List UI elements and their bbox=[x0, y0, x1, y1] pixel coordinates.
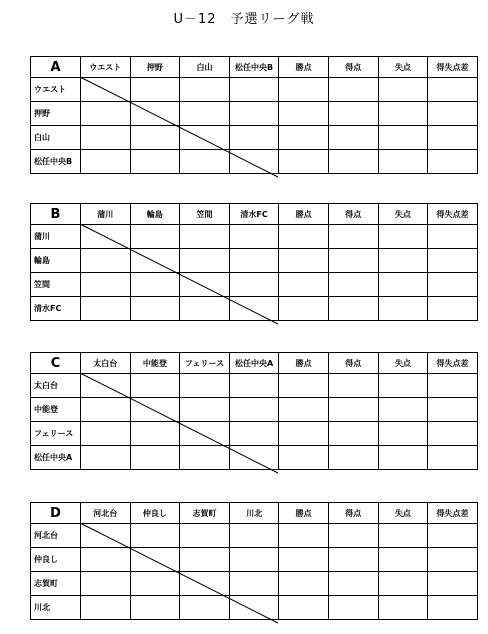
cell bbox=[180, 297, 230, 321]
cell bbox=[180, 596, 230, 620]
cell bbox=[130, 572, 180, 596]
col-team-1: ウエスト bbox=[81, 57, 131, 78]
cell bbox=[130, 446, 180, 470]
cell bbox=[229, 524, 279, 548]
cell bbox=[378, 78, 428, 102]
cell bbox=[428, 225, 478, 249]
cell bbox=[279, 596, 329, 620]
league-table-a bbox=[30, 56, 478, 174]
table-row bbox=[31, 297, 478, 321]
cell bbox=[279, 225, 329, 249]
league-table-b bbox=[30, 203, 478, 321]
cell bbox=[81, 249, 131, 273]
page-title: U－12 予選リーグ戦 bbox=[173, 12, 315, 27]
cell bbox=[180, 78, 230, 102]
table-row bbox=[31, 78, 478, 102]
cell bbox=[180, 422, 230, 446]
row-team-4: 川北 bbox=[31, 596, 81, 620]
cell bbox=[428, 572, 478, 596]
row-team-3: フェリース bbox=[31, 422, 81, 446]
cell bbox=[130, 102, 180, 126]
cell bbox=[81, 548, 131, 572]
cell bbox=[328, 596, 378, 620]
cell bbox=[81, 374, 131, 398]
cell bbox=[229, 422, 279, 446]
col-goal-diff: 得失点差 bbox=[428, 503, 478, 524]
cell bbox=[279, 78, 329, 102]
cell bbox=[378, 225, 428, 249]
cell bbox=[428, 297, 478, 321]
cell bbox=[279, 572, 329, 596]
col-team-2: 中能登 bbox=[130, 353, 180, 374]
col-goals-for: 得点 bbox=[328, 503, 378, 524]
table-row bbox=[31, 150, 478, 174]
cell bbox=[279, 374, 329, 398]
cell bbox=[378, 446, 428, 470]
row-team-2: 押野 bbox=[31, 102, 81, 126]
group-label: A bbox=[31, 57, 81, 78]
col-team-1: 太白台 bbox=[81, 353, 131, 374]
cell bbox=[279, 422, 329, 446]
col-goal-diff: 得失点差 bbox=[428, 57, 478, 78]
cell bbox=[428, 150, 478, 174]
cell bbox=[81, 572, 131, 596]
cell bbox=[428, 273, 478, 297]
cell bbox=[328, 572, 378, 596]
cell bbox=[279, 249, 329, 273]
cell bbox=[328, 150, 378, 174]
cell bbox=[81, 102, 131, 126]
cell bbox=[81, 422, 131, 446]
col-goals-against: 失点 bbox=[378, 57, 428, 78]
cell bbox=[428, 524, 478, 548]
cell bbox=[328, 273, 378, 297]
col-team-1: 河北台 bbox=[81, 503, 131, 524]
group-d-table-wrapper bbox=[30, 502, 477, 620]
row-team-4: 松任中央A bbox=[31, 446, 81, 470]
cell bbox=[378, 596, 428, 620]
col-goals-against: 失点 bbox=[378, 353, 428, 374]
table-row bbox=[31, 273, 478, 297]
col-points: 勝点 bbox=[279, 57, 329, 78]
cell bbox=[229, 273, 279, 297]
header-row bbox=[31, 353, 478, 374]
cell bbox=[180, 374, 230, 398]
cell bbox=[81, 596, 131, 620]
row-team-4: 清水FC bbox=[31, 297, 81, 321]
cell bbox=[428, 446, 478, 470]
table-row bbox=[31, 422, 478, 446]
col-team-4: 川北 bbox=[229, 503, 279, 524]
cell bbox=[180, 548, 230, 572]
cell bbox=[378, 126, 428, 150]
cell bbox=[180, 225, 230, 249]
row-team-1: 河北台 bbox=[31, 524, 81, 548]
row-team-3: 笠間 bbox=[31, 273, 81, 297]
cell bbox=[328, 225, 378, 249]
cell bbox=[279, 446, 329, 470]
cell bbox=[279, 102, 329, 126]
row-team-1: ウエスト bbox=[31, 78, 81, 102]
cell bbox=[279, 126, 329, 150]
cell bbox=[180, 102, 230, 126]
col-team-3: 白山 bbox=[180, 57, 230, 78]
cell bbox=[130, 249, 180, 273]
cell bbox=[378, 297, 428, 321]
cell bbox=[229, 126, 279, 150]
col-goals-against: 失点 bbox=[378, 204, 428, 225]
col-team-3: 笠間 bbox=[180, 204, 230, 225]
table-row bbox=[31, 446, 478, 470]
cell bbox=[81, 297, 131, 321]
row-team-1: 蒲川 bbox=[31, 225, 81, 249]
cell bbox=[428, 102, 478, 126]
cell bbox=[378, 102, 428, 126]
cell bbox=[229, 249, 279, 273]
cell bbox=[328, 249, 378, 273]
cell bbox=[130, 596, 180, 620]
cell bbox=[81, 273, 131, 297]
cell bbox=[279, 150, 329, 174]
cell bbox=[328, 398, 378, 422]
cell bbox=[81, 126, 131, 150]
cell bbox=[378, 524, 428, 548]
col-team-2: 押野 bbox=[130, 57, 180, 78]
col-goals-for: 得点 bbox=[328, 353, 378, 374]
table-row bbox=[31, 398, 478, 422]
cell bbox=[130, 374, 180, 398]
cell bbox=[279, 524, 329, 548]
col-goal-diff: 得失点差 bbox=[428, 204, 478, 225]
row-team-3: 志賀町 bbox=[31, 572, 81, 596]
row-team-4: 松任中央B bbox=[31, 150, 81, 174]
cell bbox=[328, 524, 378, 548]
cell bbox=[279, 398, 329, 422]
row-team-2: 輪島 bbox=[31, 249, 81, 273]
table-row bbox=[31, 102, 478, 126]
cell bbox=[428, 126, 478, 150]
cell bbox=[130, 548, 180, 572]
cell bbox=[428, 548, 478, 572]
cell bbox=[229, 572, 279, 596]
cell bbox=[180, 572, 230, 596]
cell bbox=[378, 374, 428, 398]
cell bbox=[229, 297, 279, 321]
table-row bbox=[31, 126, 478, 150]
cell bbox=[378, 398, 428, 422]
col-goals-for: 得点 bbox=[328, 57, 378, 78]
header-row bbox=[31, 57, 478, 78]
cell bbox=[81, 150, 131, 174]
header-row bbox=[31, 503, 478, 524]
cell bbox=[130, 297, 180, 321]
cell bbox=[130, 225, 180, 249]
cell bbox=[229, 548, 279, 572]
cell bbox=[130, 398, 180, 422]
cell bbox=[180, 398, 230, 422]
cell bbox=[328, 374, 378, 398]
col-team-4: 松任中央B bbox=[229, 57, 279, 78]
group-a-table-wrapper bbox=[30, 56, 477, 174]
league-table-c bbox=[30, 352, 478, 470]
cell bbox=[229, 596, 279, 620]
header-row bbox=[31, 204, 478, 225]
cell bbox=[328, 297, 378, 321]
cell bbox=[279, 297, 329, 321]
cell bbox=[81, 524, 131, 548]
cell bbox=[229, 150, 279, 174]
cell bbox=[428, 596, 478, 620]
cell bbox=[130, 422, 180, 446]
cell bbox=[328, 446, 378, 470]
table-row bbox=[31, 225, 478, 249]
cell bbox=[180, 150, 230, 174]
col-team-2: 仲良し bbox=[130, 503, 180, 524]
cell bbox=[428, 374, 478, 398]
cell bbox=[130, 524, 180, 548]
row-team-1: 太白台 bbox=[31, 374, 81, 398]
col-goal-diff: 得失点差 bbox=[428, 353, 478, 374]
cell bbox=[130, 78, 180, 102]
col-points: 勝点 bbox=[279, 353, 329, 374]
league-table-d bbox=[30, 502, 478, 620]
row-team-2: 仲良し bbox=[31, 548, 81, 572]
cell bbox=[378, 249, 428, 273]
col-goals-against: 失点 bbox=[378, 503, 428, 524]
group-label: C bbox=[31, 353, 81, 374]
cell bbox=[81, 398, 131, 422]
cell bbox=[279, 273, 329, 297]
col-team-1: 蒲川 bbox=[81, 204, 131, 225]
col-team-3: フェリース bbox=[180, 353, 230, 374]
cell bbox=[328, 78, 378, 102]
table-row bbox=[31, 524, 478, 548]
cell bbox=[328, 126, 378, 150]
cell bbox=[378, 548, 428, 572]
cell bbox=[81, 446, 131, 470]
cell bbox=[180, 249, 230, 273]
cell bbox=[229, 398, 279, 422]
group-label: D bbox=[31, 503, 81, 524]
col-points: 勝点 bbox=[279, 204, 329, 225]
table-row bbox=[31, 572, 478, 596]
cell bbox=[378, 273, 428, 297]
cell bbox=[81, 225, 131, 249]
col-goals-for: 得点 bbox=[328, 204, 378, 225]
cell bbox=[229, 446, 279, 470]
cell bbox=[428, 249, 478, 273]
cell bbox=[229, 225, 279, 249]
cell bbox=[328, 548, 378, 572]
row-team-3: 白山 bbox=[31, 126, 81, 150]
col-team-3: 志賀町 bbox=[180, 503, 230, 524]
cell bbox=[378, 422, 428, 446]
table-row bbox=[31, 548, 478, 572]
cell bbox=[130, 150, 180, 174]
cell bbox=[229, 78, 279, 102]
cell bbox=[180, 524, 230, 548]
cell bbox=[378, 572, 428, 596]
cell bbox=[180, 273, 230, 297]
col-team-4: 清水FC bbox=[229, 204, 279, 225]
cell bbox=[428, 78, 478, 102]
cell bbox=[229, 374, 279, 398]
row-team-2: 中能登 bbox=[31, 398, 81, 422]
col-team-4: 松任中央A bbox=[229, 353, 279, 374]
cell bbox=[130, 273, 180, 297]
cell bbox=[279, 548, 329, 572]
cell bbox=[229, 102, 279, 126]
cell bbox=[428, 398, 478, 422]
cell bbox=[378, 150, 428, 174]
cell bbox=[328, 422, 378, 446]
table-row bbox=[31, 249, 478, 273]
cell bbox=[81, 78, 131, 102]
group-b-table-wrapper bbox=[30, 203, 477, 321]
col-team-2: 輪島 bbox=[130, 204, 180, 225]
cell bbox=[180, 126, 230, 150]
col-points: 勝点 bbox=[279, 503, 329, 524]
cell bbox=[180, 446, 230, 470]
table-row bbox=[31, 374, 478, 398]
group-c-table-wrapper bbox=[30, 352, 477, 470]
cell bbox=[328, 102, 378, 126]
table-row bbox=[31, 596, 478, 620]
cell bbox=[428, 422, 478, 446]
cell bbox=[130, 126, 180, 150]
group-label: B bbox=[31, 204, 81, 225]
